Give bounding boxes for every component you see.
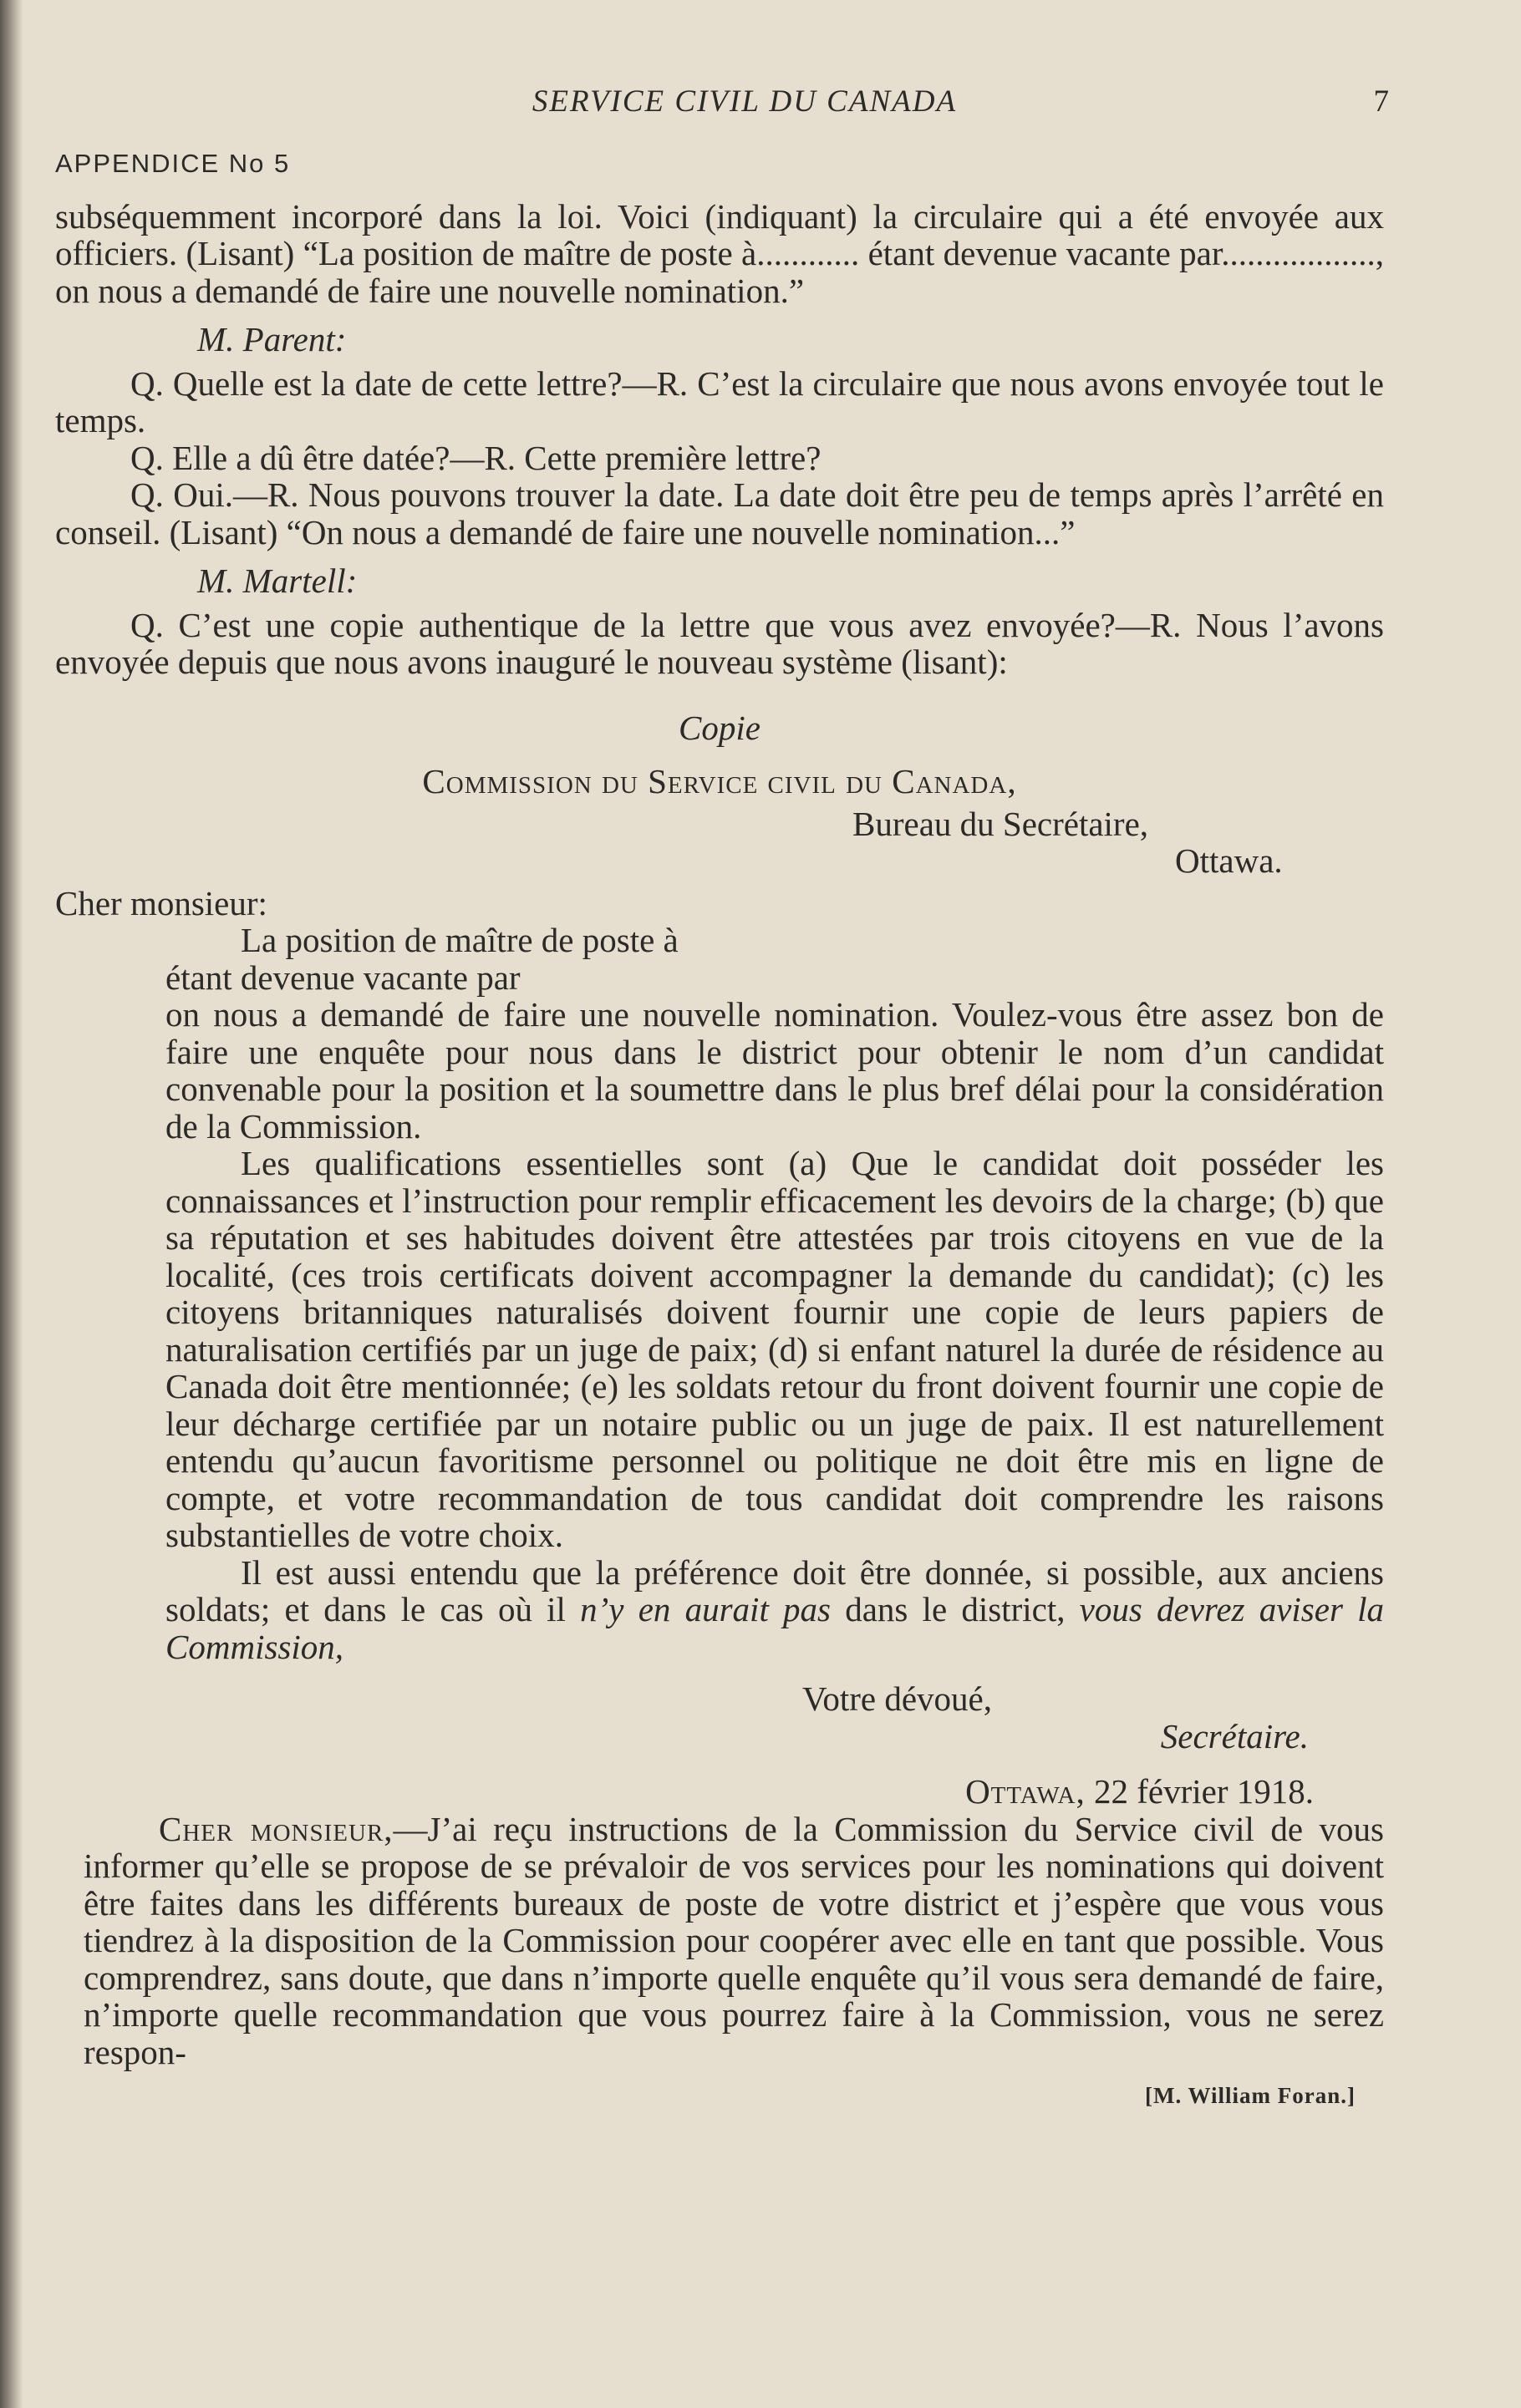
letterhead-city: Ottawa. — [1175, 841, 1283, 880]
page-number: 7 — [1373, 84, 1389, 119]
letter-paragraph-3-start: Il est aussi entendu que la préférence doit être donnée, si possible, aux anciens soldats; et dans le cas où il — [165, 1552, 1384, 1628]
letter-paragraph-2: Les qualifications essentielles sont (a) Que le candidat doit posséder les connaissances et l’instruction pour remplir efficacement les devoirs de la charge; (b) que sa réputation et ses habitudes doivent être attestées par trois citoyens en vue de la localité, (ces trois certificats doivent accompagner la demande du candidat); (c) les citoyens britanniques naturalisés doivent fournir une copie de leurs papiers de naturalisation certifiés par un juge de paix; (d) si enfant naturel la durée de résidence au Canada doit être mentionnée; (e) les soldats retour du front doivent fournir une copie de leur décharge certifiée par un notaire public ou un juge de paix. Il est naturellement entendu qu’aucun favoritisme personnel ou politique ne doit être mis en ligne de compte, et votre recommandation de tous candidat doit comprendre les raisons substantielles de votre choix. — [165, 1144, 1384, 1554]
letter-line-1: La position de maître de poste à — [241, 921, 679, 959]
letterhead-bureau: Bureau du Secrétaire, — [852, 804, 1149, 843]
letter-body — [55, 922, 1384, 1665]
footer-witness-note: [M. William Foran.] — [1145, 2083, 1356, 2108]
running-title: SERVICE CIVIL DU CANADA — [532, 84, 958, 119]
appendice-label: APPENDICE No 5 — [55, 149, 291, 178]
letter2-dateline-date: 22 février 1918. — [1094, 1772, 1314, 1811]
question-2: Q. Elle a dû être datée?—R. Cette première lettre? — [130, 438, 822, 477]
letter2-salutation: Cher monsieur, — [159, 1809, 394, 1848]
question-3: Q. Oui.—R. Nous pouvons trouver la date. La date doit être peu de temps après l’arrêté en conseil. (Lisant) “On nous a demandé de faire une nouvelle nomination...” — [55, 475, 1384, 551]
letter2-text: —J’ai reçu instructions de la Commission du Service civil de vous informer qu’elle se propose de se prévaloir de vos services pour les nominations qui doivent être faites dans les différents bureaux de poste de votre district et j’espère que vous vous tiendrez à la disposition de la Commission pour coopérer avec elle en tant que possible. Vous comprendrez, sans doute, que dans n’importe quelle enquête qu’il vous sera demandé de faire, n’importe quelle recommandation que vous pourrez faire à la Commission, vous ne serez respon- — [84, 1809, 1384, 2071]
letter2-body — [55, 1811, 1384, 2071]
letter-paragraph-3-italic-1: n’y en aurait pas — [580, 1590, 831, 1628]
speaker-martell: M. Martell: — [197, 561, 358, 600]
document-page — [55, 84, 1389, 2115]
letter2-dateline-city: Ottawa, — [965, 1772, 1086, 1811]
letter-signature: Secrétaire. — [1160, 1716, 1309, 1755]
letter-copy-title: Copie — [679, 708, 760, 747]
question-1: Q. Quelle est la date de cette lettre?—R. C’est la circulaire que nous avons envoyée tout le temps. — [55, 363, 1384, 439]
letter-line-2: étant devenue vacante par — [165, 958, 521, 997]
letter-paragraph-3 — [165, 1554, 1384, 1666]
speaker-parent: M. Parent: — [197, 320, 347, 358]
running-head — [55, 84, 1389, 134]
letter-closing: Votre dévoué, — [802, 1679, 992, 1718]
letter-paragraph-3-mid: dans le district, — [831, 1590, 1080, 1628]
letterhead: Commission du Service civil du Canada, — [422, 762, 1017, 800]
letter-paragraph-1: on nous a demandé de faire une nouvelle nomination. Voulez-vous être assez bon de faire une enquête pour nous dans le district pour obtenir le nom d’un candidat convenable pour la position et la soumettre dans le plus bref délai pour la considération de la Commission. — [165, 995, 1384, 1146]
paragraph-intro: subséquemment incorporé dans la loi. Voici (indiquant) la circulaire qui a été envoyée aux officiers. (Lisant) “La position de maître de poste à............ étant devenue vacante par.................., on nous a demandé de faire une nouvelle nomination.” — [55, 196, 1384, 310]
letter-salutation: Cher monsieur: — [55, 883, 267, 922]
letter2-dateline — [55, 1773, 1384, 1811]
letter-paragraph-3-italic-2: vous devrez aviser la Commission, — [165, 1590, 1384, 1666]
question-4: Q. C’est une copie authentique de la lettre que vous avez envoyée?—R. Nous l’avons envoyée depuis que nous avons inauguré le nouveau système (lisant): — [55, 605, 1384, 681]
book-spine-shadow — [0, 0, 23, 2408]
